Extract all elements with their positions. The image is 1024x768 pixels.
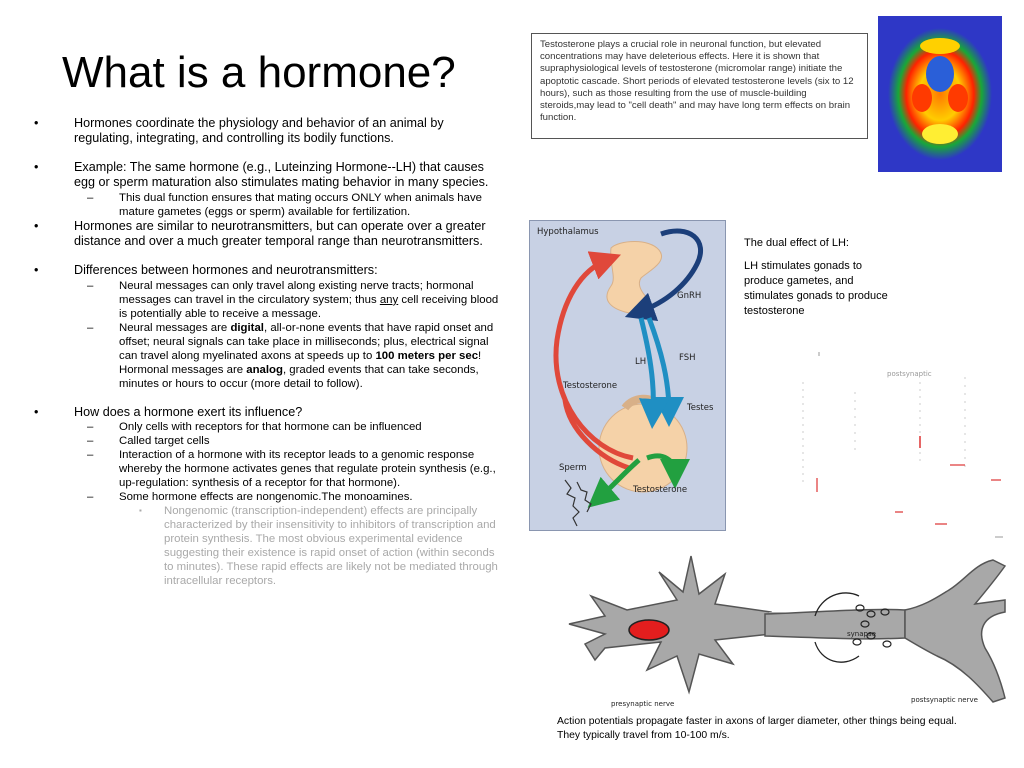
sub-bullet-item — [32, 448, 504, 490]
vesicle — [853, 639, 861, 645]
bullet-text: Neural messages are — [119, 321, 231, 334]
bullet-item — [32, 116, 504, 147]
bullet-item — [32, 219, 504, 250]
bullet-text: , graded events that can take seconds, minutes or hours to occur (more detail to follow). — [119, 363, 479, 390]
sub-bullet-item — [32, 321, 504, 391]
sub-bullet-item — [32, 279, 504, 321]
testes-label: Testes — [687, 403, 714, 413]
bullet-text: Hormones are similar to neurotransmitters, but can operate over a greater distance and over a much greater temporal range than neurotransmitters. — [74, 218, 486, 249]
dash-marker: – — [87, 421, 94, 434]
bullet-text: Some hormone effects are nongenomic.The monoamines. — [119, 491, 413, 504]
postsynaptic-neuron — [905, 560, 1005, 702]
dash-marker: – — [87, 191, 94, 204]
emphasis-speed: 100 meters per sec — [375, 349, 479, 362]
faded-figure-background — [795, 352, 1010, 547]
emphasis-any: any — [379, 293, 399, 306]
bullet-text: Interaction of a hormone with its receptor leads to a genomic response whereby the hormone activates genes that regulate protein synthesis (e.g., up-regulation: synthesis of a receptor for that hormone). — [119, 449, 496, 490]
sub-bullet-item — [32, 434, 504, 448]
brain-ventricle — [926, 56, 954, 92]
testes-organ — [599, 404, 687, 492]
bullet-marker: • — [34, 218, 39, 233]
bullet-text: ! Hormonal messages are — [119, 349, 482, 376]
testosterone-callout: Testosterone plays a crucial role in neuronal function, but elevated concentrations may have deleterious effects. Here it is shown that supraphysiological levels of testosterone (micromolar range) initiate the apoptotic cascade. Short periods of elevated testosterone levels (six to 12 hours), such as those resulting from the use of muscle-building steroids,may lead to "cell death" and may have long term effects on brain function. — [531, 33, 868, 139]
lh-caption-title: The dual effect of LH: — [744, 237, 849, 249]
testosterone-left-label: Testosterone — [563, 381, 618, 391]
bullet-marker: • — [34, 159, 39, 174]
dash-marker: – — [87, 321, 94, 334]
bullet-text: This dual function ensures that mating occurs ONLY when animals have mature gametes (eggs or sperm) available for fertilization. — [119, 191, 483, 218]
brain-hotspot — [920, 38, 960, 54]
sub-bullet-item — [32, 420, 504, 434]
bullet-text: Example: The same hormone (e.g., Luteinzing Hormone--LH) that causes egg or sperm maturation also stimulates mating behavior in many species. — [74, 159, 489, 190]
fsh-label: FSH — [679, 353, 696, 363]
synapse-label: synapse — [847, 630, 876, 638]
sub-bullet-item — [32, 191, 504, 219]
hypothalamus-label: Hypothalamus — [537, 227, 599, 237]
lh-label: LH — [635, 357, 647, 367]
dash-marker: – — [87, 435, 94, 448]
bullet-text: Only cells with receptors for that hormone can be influenced — [119, 421, 422, 434]
bullet-marker: • — [34, 116, 39, 130]
brain-hotspot — [912, 84, 932, 112]
synapse-caption: Action potentials propagate faster in axons of larger diameter, other things being equal. They typically travel from 10-100 m/s. — [557, 716, 957, 741]
emphasis-analog: analog — [246, 363, 283, 376]
brain-hotspot — [922, 124, 958, 144]
bullet-text: , all-or-none events that have rapid onset and offset; neural signals can take place in milliseconds; plus, electrical signal can travel along myelinated axons at speeds up to — [119, 321, 494, 362]
bullet-list — [32, 116, 504, 588]
square-marker: ▪ — [139, 506, 142, 516]
bullet-text: How does a hormone exert its influence? — [74, 404, 303, 419]
neuron-nucleus — [629, 620, 669, 640]
faded-scan-figure — [795, 352, 1010, 547]
bullet-marker: • — [34, 404, 39, 419]
gnrh-label: GnRH — [677, 291, 702, 301]
sub-sub-bullet-item — [32, 504, 504, 588]
page-title: What is a hormone? — [62, 48, 456, 97]
bullet-item — [32, 160, 504, 191]
dash-marker: – — [87, 449, 94, 462]
brain-scan-image — [878, 16, 1002, 172]
postsynaptic-label: postsynaptic nerve — [911, 696, 978, 704]
bullet-item — [32, 405, 504, 420]
bullet-text: Hormones coordinate the physiology and behavior of an animal by regulating, integrating, and controlling its bodily functions. — [74, 116, 444, 146]
presynaptic-neuron — [569, 556, 771, 692]
lh-pathway-diagram — [529, 220, 726, 531]
lh-caption-body: LH stimulates gonads to produce gametes, and stimulates gonads to produce testosterone — [744, 260, 888, 317]
emphasis-digital: digital — [230, 321, 264, 334]
bullet-marker: • — [34, 263, 39, 278]
bullet-text: Neural messages can only travel along existing nerve tracts; hormonal messages can travel in the circulatory system; thus — [119, 279, 474, 306]
brain-hotspot — [948, 84, 968, 112]
testosterone-bottom-label: Testosterone — [633, 485, 688, 495]
dash-marker: – — [87, 279, 94, 292]
reuptake-arrow — [815, 642, 859, 662]
bullet-text: Nongenomic (transcription-independent) effects are principally characterized by their insensitivity to inhibitors of transcription and protein synthesis. The most obvious experimental evidence suggesting their existence is rapid onset of action (within seconds to minutes). These rapid effects are likely not be mediated through intracellular receptors. — [164, 505, 498, 588]
lh-caption — [744, 236, 894, 327]
bullet-text: cell receiving blood is potentially able to receive a message. — [119, 293, 499, 320]
bullet-item — [32, 263, 504, 278]
bullet-text: Differences between hormones and neurotransmitters: — [74, 263, 378, 278]
vesicle — [883, 641, 891, 647]
presynaptic-label: presynaptic nerve — [611, 700, 675, 708]
axon — [765, 609, 905, 638]
sperm-label: Sperm — [559, 463, 587, 473]
faded-figure-label: postsynaptic — [887, 370, 932, 378]
synapse-figure — [565, 552, 1010, 710]
dash-marker: – — [87, 491, 94, 504]
bullet-text: Called target cells — [119, 435, 210, 448]
sub-bullet-item — [32, 490, 504, 504]
